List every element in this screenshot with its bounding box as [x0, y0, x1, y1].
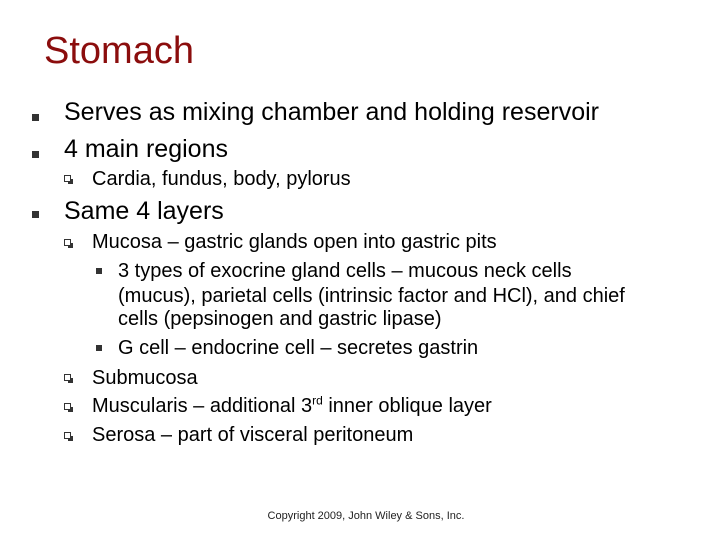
bullet-submucosa: Submucosa	[92, 367, 198, 389]
bullet-mucosa: Mucosa – gastric glands open into gastric pits	[92, 231, 497, 253]
bullet-square-icon	[32, 114, 39, 121]
copyright-text: Copyright 2009, John Wiley & Sons, Inc.	[267, 510, 465, 522]
copyright-footer	[0, 510, 720, 522]
bullet-hollow-square-icon	[64, 432, 71, 439]
bullet-serosa: Serosa – part of visceral peritoneum	[92, 424, 414, 446]
muscularis-text-pre: Muscularis – additional 3	[92, 395, 313, 417]
bullet-regions-list: Cardia, fundus, body, pylorus	[92, 168, 351, 190]
bullet-exocrine-cells-line1: 3 types of exocrine gland cells – mucous neck cells	[118, 260, 572, 282]
bullet-hollow-square-icon	[64, 175, 71, 182]
bullet-exocrine-cells-line2: (mucus), parietal cells (intrinsic factor and HCl), and chief	[118, 285, 625, 307]
bullet-hollow-square-icon	[64, 239, 71, 246]
bullet-hollow-square-icon	[64, 403, 71, 410]
bullet-muscularis	[92, 394, 492, 418]
bullet-same-layers: Same 4 layers	[64, 197, 224, 225]
bullet-mixing-chamber: Serves as mixing chamber and holding reservoir	[64, 98, 599, 126]
bullet-square-icon	[32, 211, 39, 218]
bullet-g-cell: G cell – endocrine cell – secretes gastrin	[118, 337, 479, 359]
bullet-square-icon	[96, 268, 102, 274]
slide-title: Stomach	[44, 30, 194, 72]
muscularis-ordinal-suffix: rd	[312, 393, 323, 408]
bullet-exocrine-cells-line3: cells (pepsinogen and gastric lipase)	[118, 308, 442, 330]
muscularis-text-post: inner oblique layer	[322, 395, 492, 417]
bullet-square-icon	[96, 345, 102, 351]
bullet-square-icon	[32, 151, 39, 158]
bullet-hollow-square-icon	[64, 374, 71, 381]
bullet-main-regions: 4 main regions	[64, 135, 228, 163]
